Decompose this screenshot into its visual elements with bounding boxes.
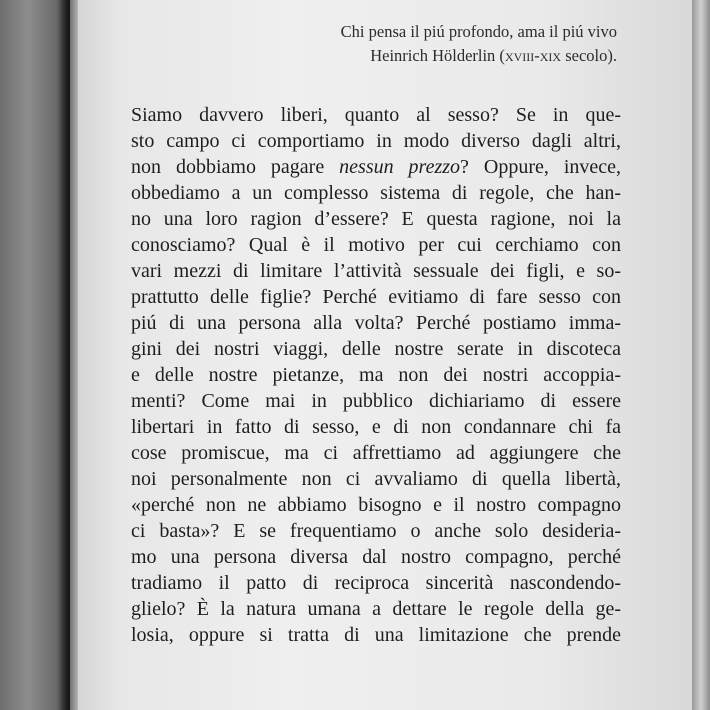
text-line: mo una persona diversa dal nostro compagno, perché [131, 546, 621, 568]
text-line: cose promiscue, ma ci affrettiamo ad aggiungere che [131, 442, 621, 464]
text-line: menti? Come mai in pubblico dichiariamo di essere [131, 390, 621, 412]
body-paragraph [131, 102, 621, 648]
text-line: libertari in fatto di sesso, e di non condannare chi fa [131, 416, 621, 438]
epigraph [197, 20, 617, 68]
text-line: conosciamo? Qual è il motivo per cui cerchiamo con [131, 234, 621, 256]
text-line: no una loro ragion d’essere? E questa ragione, noi la [131, 208, 621, 230]
text-line: gini dei nostri viaggi, delle nostre serate in discoteca [131, 338, 621, 360]
text-line: «perché non ne abbiamo bisogno e il nostro compagno [131, 494, 621, 516]
text-line: Siamo davvero liberi, quanto al sesso? Se in que- [131, 104, 621, 126]
epigraph-author: Heinrich Hölderlin ( [370, 46, 505, 65]
text-line: tradiamo il patto di reciproca sincerità nascondendo- [131, 572, 621, 594]
epigraph-attribution [197, 44, 617, 68]
text-line: prattutto delle figlie? Perché evitiamo di fare sesso con [131, 286, 621, 308]
text-segment: ? Oppure, invece, [460, 156, 622, 178]
book-gutter [58, 0, 78, 710]
text-line: sto campo ci comportiamo in modo diverso dagli altri, [131, 130, 621, 152]
text-line: noi personalmente non ci avvaliamo di quella libertà, [131, 468, 621, 490]
text-segment: non dobbiamo pagare [131, 156, 340, 178]
text-line: vari mezzi di limitare l’attività sessuale dei figli, e so- [131, 260, 621, 282]
epigraph-era: xviii-xix [504, 46, 562, 65]
right-page-edge [692, 0, 710, 710]
text-line: piú di una persona alla volta? Perché postiamo imma- [131, 312, 621, 334]
emphasis-text: nessun prezzo [339, 156, 461, 178]
text-line: ci basta»? E se frequentiamo o anche solo desideria- [131, 520, 621, 542]
epigraph-quote: Chi pensa il piú profondo, ama il piú vivo [340, 22, 617, 41]
text-line: glielo? È la natura umana a dettare le regole della ge- [131, 598, 621, 620]
text-line: obbediamo a un complesso sistema di regole, che han- [131, 182, 621, 204]
text-line [131, 154, 621, 180]
text-line: e delle nostre pietanze, ma non dei nostri accoppia- [131, 364, 621, 386]
text-line: losia, oppure si tratta di una limitazione che prende [131, 624, 621, 646]
epigraph-suffix: secolo). [561, 46, 617, 65]
